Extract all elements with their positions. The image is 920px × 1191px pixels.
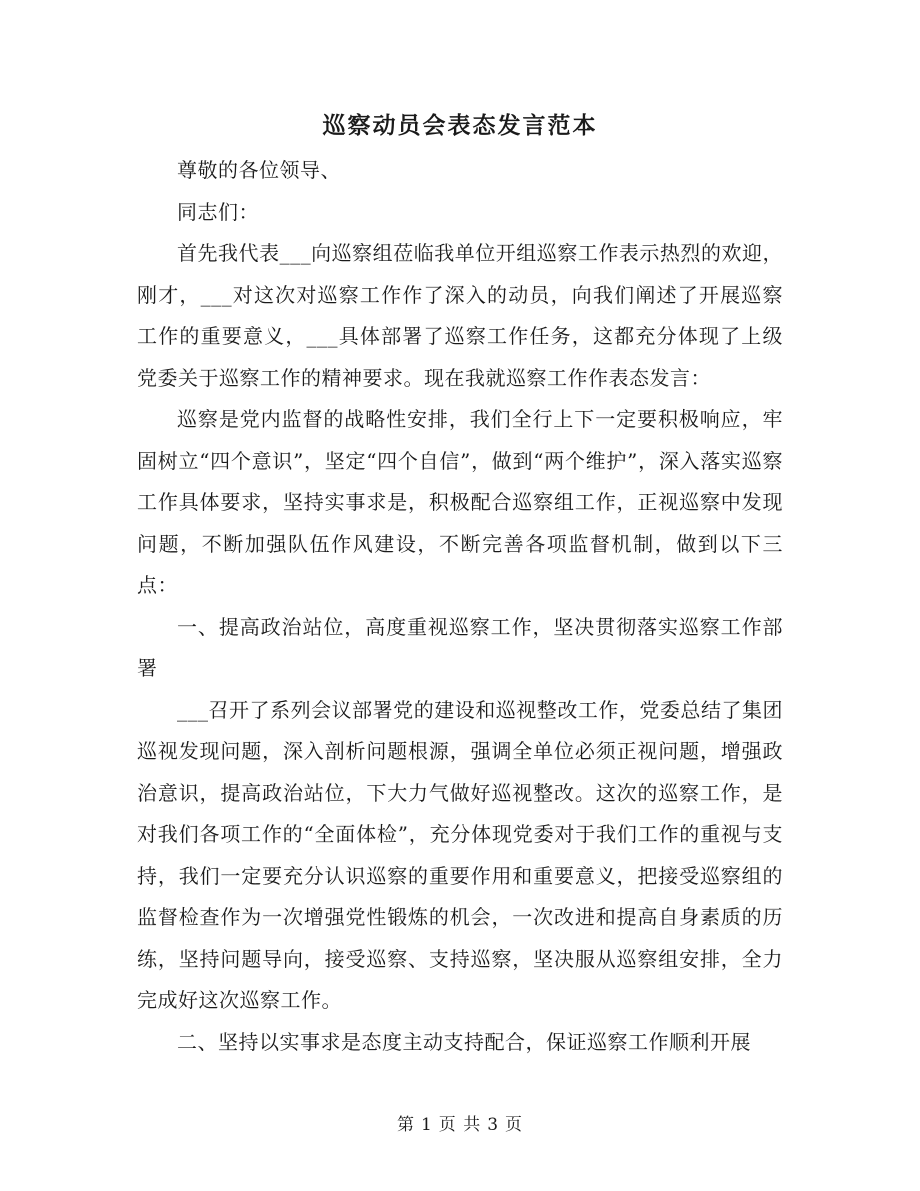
document-body [137, 150, 783, 1063]
footer-total-pages: 3 [487, 1115, 500, 1135]
paragraph-inspection-strategy: 巡察是党内监督的战略性安排，我们全行上下一定要积极响应，牢固树立“四个意识”，坚定“四个自信”，做到“两个维护”，深入落实巡察工作具体要求，坚持实事求是，积极配合巡察组工作，正视巡察中发现问题，不断加强队伍作风建设，不断完善各项监督机制，做到以下三点： [137, 407, 783, 597]
section-heading-2: 二、坚持以实事求是态度主动支持配合，保证巡察工作顺利开展 [177, 1029, 751, 1054]
paragraph-opening: 首先我代表___向巡察组莅临我单位开组巡察工作表示热烈的欢迎，刚才，___对这次对巡察工作作了深入的动员，向我们阐述了开展巡察工作的重要意义，___具体部署了巡察工作任务，这都充分体现了上级党委关于巡察工作的精神要求。现在我就巡察工作作表态发言： [137, 241, 783, 390]
footer-middle: 页 共 [438, 1115, 482, 1135]
footer-suffix: 页 [505, 1115, 524, 1135]
section-heading-1: 一、提高政治站位，高度重视巡察工作，坚决贯彻落实巡察工作部署 [137, 614, 783, 680]
page-number-footer [0, 1114, 920, 1136]
footer-prefix: 第 [396, 1115, 415, 1135]
salutation-line-2: 同志们： [177, 199, 259, 224]
footer-current-page: 1 [420, 1115, 433, 1135]
paragraph-section-1-body: ___召开了系列会议部署党的建设和巡视整改工作，党委总结了集团巡视发现问题，深入剖析问题根源，强调全单位必须正视问题，增强政治意识，提高政治站位，下大力气做好巡视整改。这次的巡察工作，是对我们各项工作的“全面体检”，充分体现党委对于我们工作的重视与支持，我们一定要充分认识巡察的重要作用和重要意义，把接受巡察组的监督检查作为一次增强党性锻炼的机会，一次改进和提高自身素质的历练，坚持问题导向，接受巡察、支持巡察，坚决服从巡察组安排，全力完成好这次巡察工作。 [137, 697, 783, 1012]
document-title: 巡察动员会表态发言范本 [322, 112, 598, 139]
salutation-line-1: 尊敬的各位领导、 [177, 158, 341, 182]
